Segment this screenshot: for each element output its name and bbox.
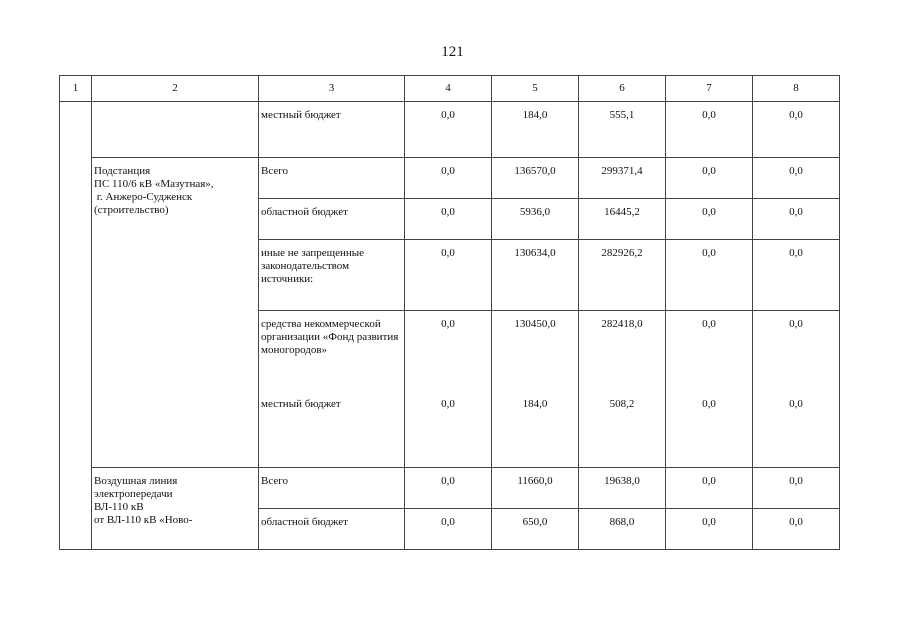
funding-source: Всего: [259, 158, 405, 199]
value-cell: 0,0: [666, 199, 753, 240]
value-cell: 0,0: [789, 398, 803, 410]
budget-table: [59, 75, 840, 550]
value-cell: 5936,0: [492, 199, 579, 240]
value-cell: 0,0: [753, 468, 840, 509]
value-cell: 299371,4: [579, 158, 666, 199]
value-cell: 0,0: [405, 158, 492, 199]
value-cell: 16445,2: [579, 199, 666, 240]
value-cell: 0,0: [702, 398, 716, 410]
funding-source: Всего: [259, 468, 405, 509]
value-cell: 0,0: [441, 318, 455, 330]
col-header: 7: [666, 76, 753, 102]
funding-source: областной бюджет: [259, 509, 405, 550]
page-number: 121: [441, 44, 464, 60]
value-cell: 0,0: [789, 318, 803, 330]
funding-source: местный бюджет: [259, 102, 405, 158]
value-cell: 508,2: [609, 398, 635, 410]
funding-source: иные не запрещенные законодательством источники:: [259, 240, 405, 311]
funding-source: средства некоммерческой организации «Фонд развития моногородов»: [261, 318, 399, 356]
object-power-line: [92, 468, 259, 550]
value-cell: 0,0: [405, 102, 492, 158]
value-cell: 0,0: [441, 398, 455, 410]
value-cell: 0,0: [753, 509, 840, 550]
value-cell: 0,0: [666, 158, 753, 199]
value-cell-pair: [492, 311, 579, 468]
col-header: 4: [405, 76, 492, 102]
value-cell: 868,0: [579, 509, 666, 550]
row-number-cell: [60, 102, 92, 550]
value-cell: 282926,2: [579, 240, 666, 311]
col-header: 3: [259, 76, 405, 102]
value-cell: 0,0: [753, 240, 840, 311]
table-row: [60, 102, 840, 158]
col-header: 6: [579, 76, 666, 102]
value-cell: 650,0: [492, 509, 579, 550]
value-cell: 184,0: [522, 398, 548, 410]
value-cell: 0,0: [666, 240, 753, 311]
col-header: 8: [753, 76, 840, 102]
value-cell: 11660,0: [492, 468, 579, 509]
value-cell: 282418,0: [601, 318, 643, 330]
object-line: ВЛ-110 кВ: [94, 501, 144, 513]
col-header: 5: [492, 76, 579, 102]
object-line: Воздушная линия: [94, 475, 178, 487]
funding-source: областной бюджет: [259, 199, 405, 240]
value-cell-pair: [405, 311, 492, 468]
object-line: электропередачи: [94, 488, 173, 500]
object-line: г. Анжеро-Судженск: [94, 191, 193, 203]
col-header: 2: [92, 76, 259, 102]
header-row: [60, 76, 840, 102]
value-cell-pair: [666, 311, 753, 468]
value-cell: 136570,0: [492, 158, 579, 199]
col-header: 1: [60, 76, 92, 102]
object-line: Подстанция: [94, 165, 151, 177]
object-line: от ВЛ-110 кВ «Ново-: [94, 514, 193, 526]
funding-source-pair: [259, 311, 405, 468]
value-cell: 0,0: [753, 158, 840, 199]
table-row: [60, 158, 840, 199]
value-cell: 555,1: [579, 102, 666, 158]
value-cell: 0,0: [405, 509, 492, 550]
value-cell: 0,0: [753, 199, 840, 240]
value-cell: 0,0: [702, 318, 716, 330]
value-cell-pair: [579, 311, 666, 468]
object-line: (строительство): [94, 204, 169, 216]
value-cell: 0,0: [666, 102, 753, 158]
object-line: ПС 110/6 кВ «Мазутная»,: [94, 178, 214, 190]
value-cell: 0,0: [666, 509, 753, 550]
value-cell: 130634,0: [492, 240, 579, 311]
value-cell: 0,0: [405, 240, 492, 311]
value-cell: 0,0: [666, 468, 753, 509]
value-cell: 0,0: [405, 199, 492, 240]
value-cell: 19638,0: [579, 468, 666, 509]
value-cell: 130450,0: [514, 318, 556, 330]
object-cell-empty: [92, 102, 259, 158]
object-substation: [92, 158, 259, 468]
funding-source: местный бюджет: [261, 398, 341, 410]
table-row: [60, 468, 840, 509]
value-cell: 0,0: [405, 468, 492, 509]
value-cell-pair: [753, 311, 840, 468]
value-cell: 0,0: [753, 102, 840, 158]
value-cell: 184,0: [492, 102, 579, 158]
